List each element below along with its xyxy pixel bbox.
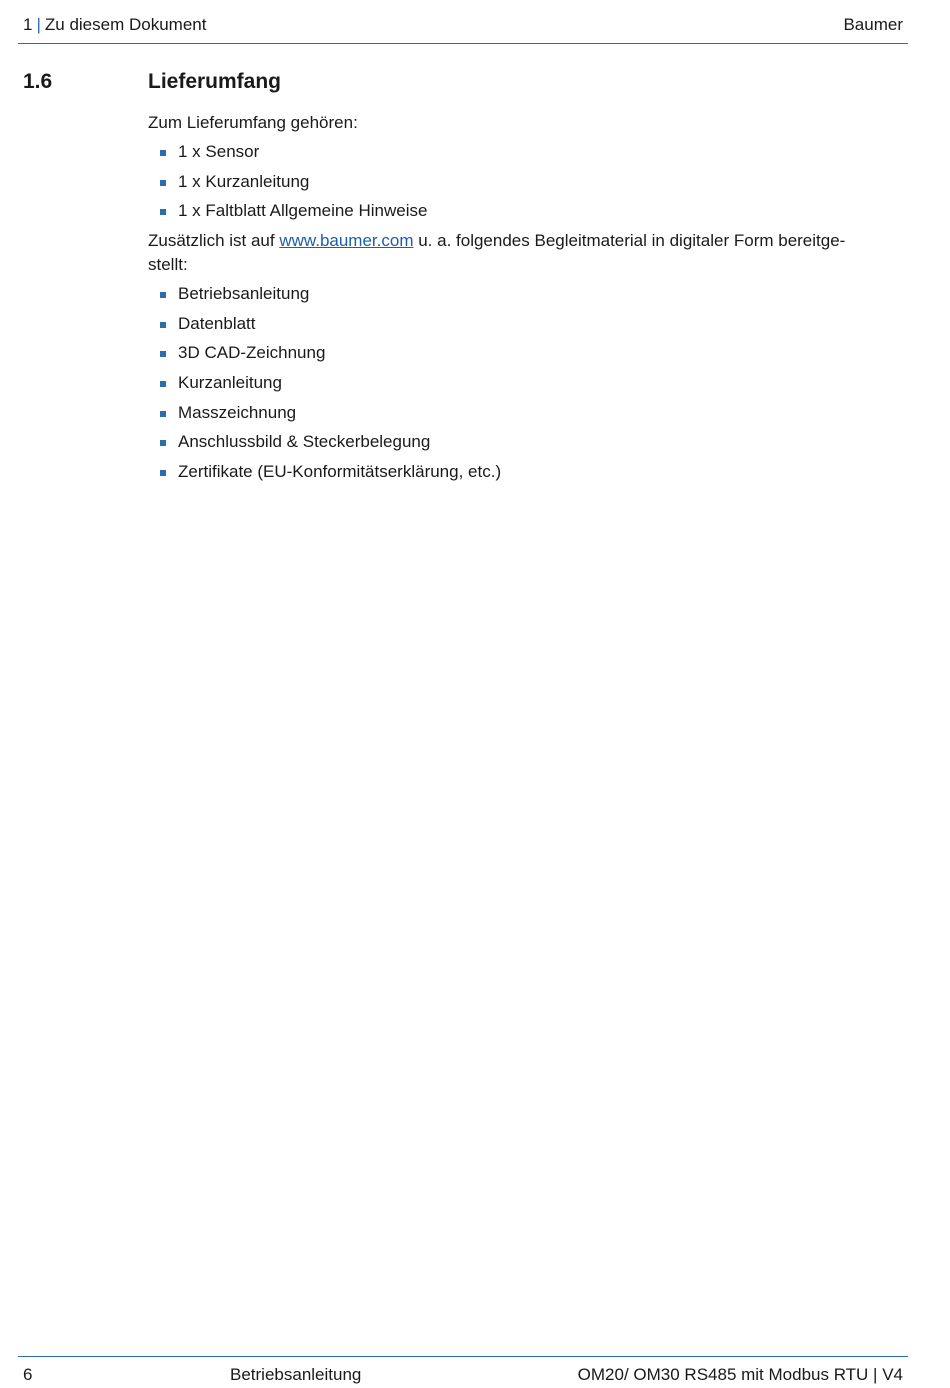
section-number: 1.6 bbox=[23, 70, 53, 93]
list-item bbox=[148, 312, 888, 336]
document-type: Betriebsanleitung bbox=[230, 1365, 362, 1384]
list-item bbox=[148, 401, 888, 425]
list-item-label: Datenblatt bbox=[178, 313, 256, 333]
bullet-square-icon bbox=[160, 209, 166, 215]
chapter-title: Zu diesem Dokument bbox=[44, 15, 207, 34]
header-separator: | bbox=[36, 15, 41, 34]
list-item bbox=[148, 199, 888, 223]
list-item bbox=[148, 170, 888, 194]
section-title: Lieferumfang bbox=[148, 70, 282, 93]
brand-name: Baumer bbox=[843, 15, 903, 34]
list-item-label: Betriebsanleitung bbox=[178, 284, 310, 304]
bullet-square-icon bbox=[160, 351, 166, 357]
list-item-label: 1 x Kurzanleitung bbox=[178, 171, 310, 191]
bullet-square-icon bbox=[160, 411, 166, 417]
baumer-website-link[interactable]: www.baumer.com bbox=[279, 231, 414, 251]
bullet-square-icon bbox=[160, 470, 166, 476]
additional-material-text bbox=[148, 229, 888, 277]
header-chapter bbox=[23, 15, 206, 35]
digital-material-list bbox=[148, 282, 888, 484]
list-item-label: Anschlussbild & Steckerbelegung bbox=[178, 432, 431, 452]
list-item-label: 1 x Sensor bbox=[178, 142, 260, 161]
bullet-square-icon bbox=[160, 292, 166, 298]
page-header bbox=[18, 0, 908, 44]
page-footer bbox=[18, 1356, 908, 1388]
intro-text: Zum Lieferumfang gehören: bbox=[148, 113, 358, 132]
section-content bbox=[148, 111, 888, 489]
bullet-square-icon bbox=[160, 150, 166, 156]
list-item-label: Masszeichnung bbox=[178, 402, 297, 422]
list-item bbox=[148, 282, 888, 306]
product-name: OM20/ OM30 RS485 mit Modbus RTU | V4 bbox=[577, 1365, 903, 1384]
list-item bbox=[148, 341, 888, 365]
list-item-label: 1 x Faltblatt Allgemeine Hinweise bbox=[178, 201, 428, 221]
bullet-square-icon bbox=[160, 381, 166, 387]
chapter-number: 1 bbox=[23, 15, 33, 34]
bullet-square-icon bbox=[160, 322, 166, 328]
bullet-square-icon bbox=[160, 180, 166, 186]
bullet-square-icon bbox=[160, 440, 166, 446]
list-item bbox=[148, 140, 888, 164]
delivery-list bbox=[148, 140, 888, 223]
list-item-label: 3D CAD-Zeichnung bbox=[178, 343, 326, 363]
list-item-label: Kurzanleitung bbox=[178, 372, 282, 392]
list-item bbox=[148, 460, 888, 484]
additional-prefix: Zusätzlich ist auf bbox=[148, 231, 280, 251]
list-item bbox=[148, 371, 888, 395]
page-number: 6 bbox=[23, 1365, 33, 1384]
list-item-label: Zertifikate (EU-Konformitätserklärung, etc.) bbox=[178, 461, 502, 481]
additional-line2: stellt: bbox=[148, 255, 188, 275]
list-item bbox=[148, 430, 888, 454]
additional-line1-suffix: u. a. folgendes Begleitmaterial in digitaler Form bereitge- bbox=[413, 231, 846, 251]
